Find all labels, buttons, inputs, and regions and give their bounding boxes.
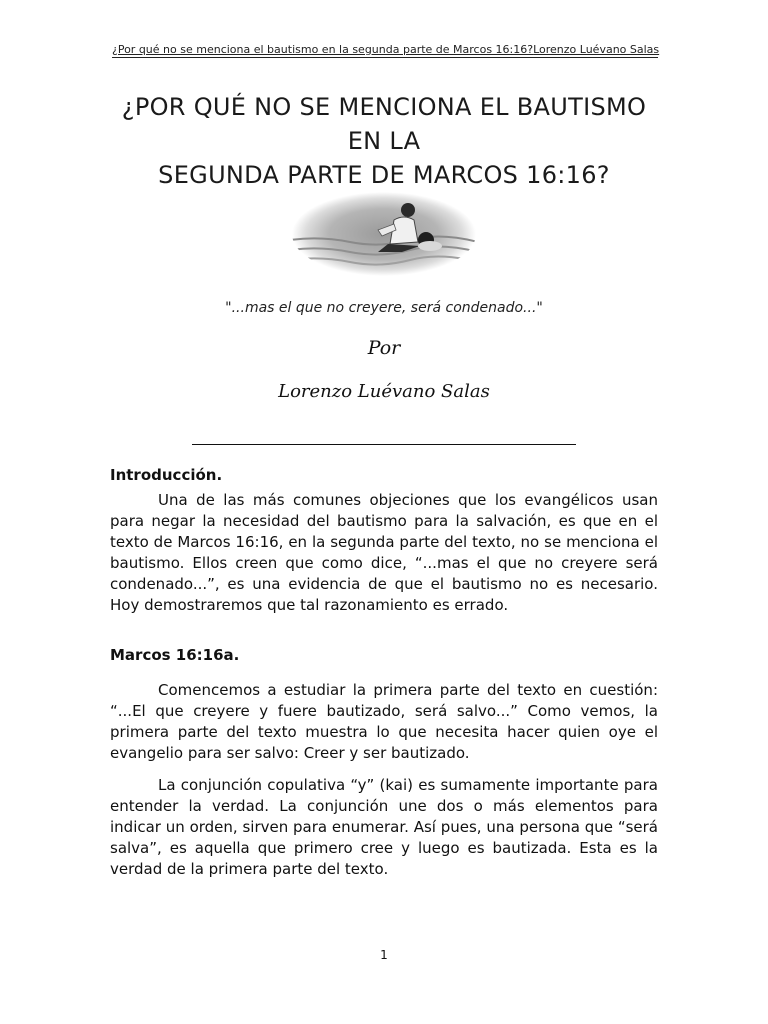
title-line-2: SEGUNDA PARTE DE MARCOS 16:16? bbox=[158, 161, 610, 189]
byline-por: Por bbox=[367, 337, 401, 359]
marcos-paragraph-1: Comencemos a estudiar la primera parte del texto en cuestión: “...El que creyere y fuere bautizado, será salvo...” Como vemos, la primera parte del texto muestra lo que necesita hacer quien oye el evangelio para ser salvo: Creer y ser bautizado. bbox=[110, 681, 658, 762]
title-line-1: ¿POR QUÉ NO SE MENCIONA EL BAUTISMO EN LA bbox=[121, 93, 647, 155]
section-heading-marcos: Marcos 16:16a. bbox=[110, 646, 240, 664]
intro-paragraph: Una de las más comunes objeciones que los evangélicos usan para negar la necesidad del bautismo para la salvación, es que en el texto de Marcos 16:16, en la segunda parte del texto, no se menciona el bautismo. Ellos creen que como dice, “...mas el que no creyere será condenado...”, es una evidencia de que el bautismo no es necesario. Hoy demostraremos que tal razonamiento es errado. bbox=[110, 491, 658, 614]
epigraph: "...mas el que no creyere, será condenado..." bbox=[225, 300, 543, 316]
section-heading-introduccion: Introducción. bbox=[110, 466, 223, 484]
horizontal-rule bbox=[192, 444, 576, 445]
baptism-photo-graphic bbox=[290, 190, 478, 278]
running-header-author: Lorenzo Luévano Salas bbox=[533, 43, 660, 56]
document-title bbox=[110, 90, 658, 192]
baptism-photo bbox=[290, 190, 478, 278]
page-number: 1 bbox=[380, 948, 388, 962]
running-header bbox=[112, 43, 658, 58]
running-header-title: ¿Por qué no se menciona el bautismo en la segunda parte de Marcos 16:16? bbox=[112, 43, 534, 56]
marcos-paragraph-2: La conjunción copulativa “y” (kai) es sumamente importante para entender la verdad. La conjunción une dos o más elementos para indicar un orden, sirven para enumerar. Así pues, una persona que “será salva”, es aquella que primero cree y luego es bautizada. Esta es la verdad de la primera parte del texto. bbox=[110, 776, 658, 878]
author-name: Lorenzo Luévano Salas bbox=[278, 381, 490, 402]
